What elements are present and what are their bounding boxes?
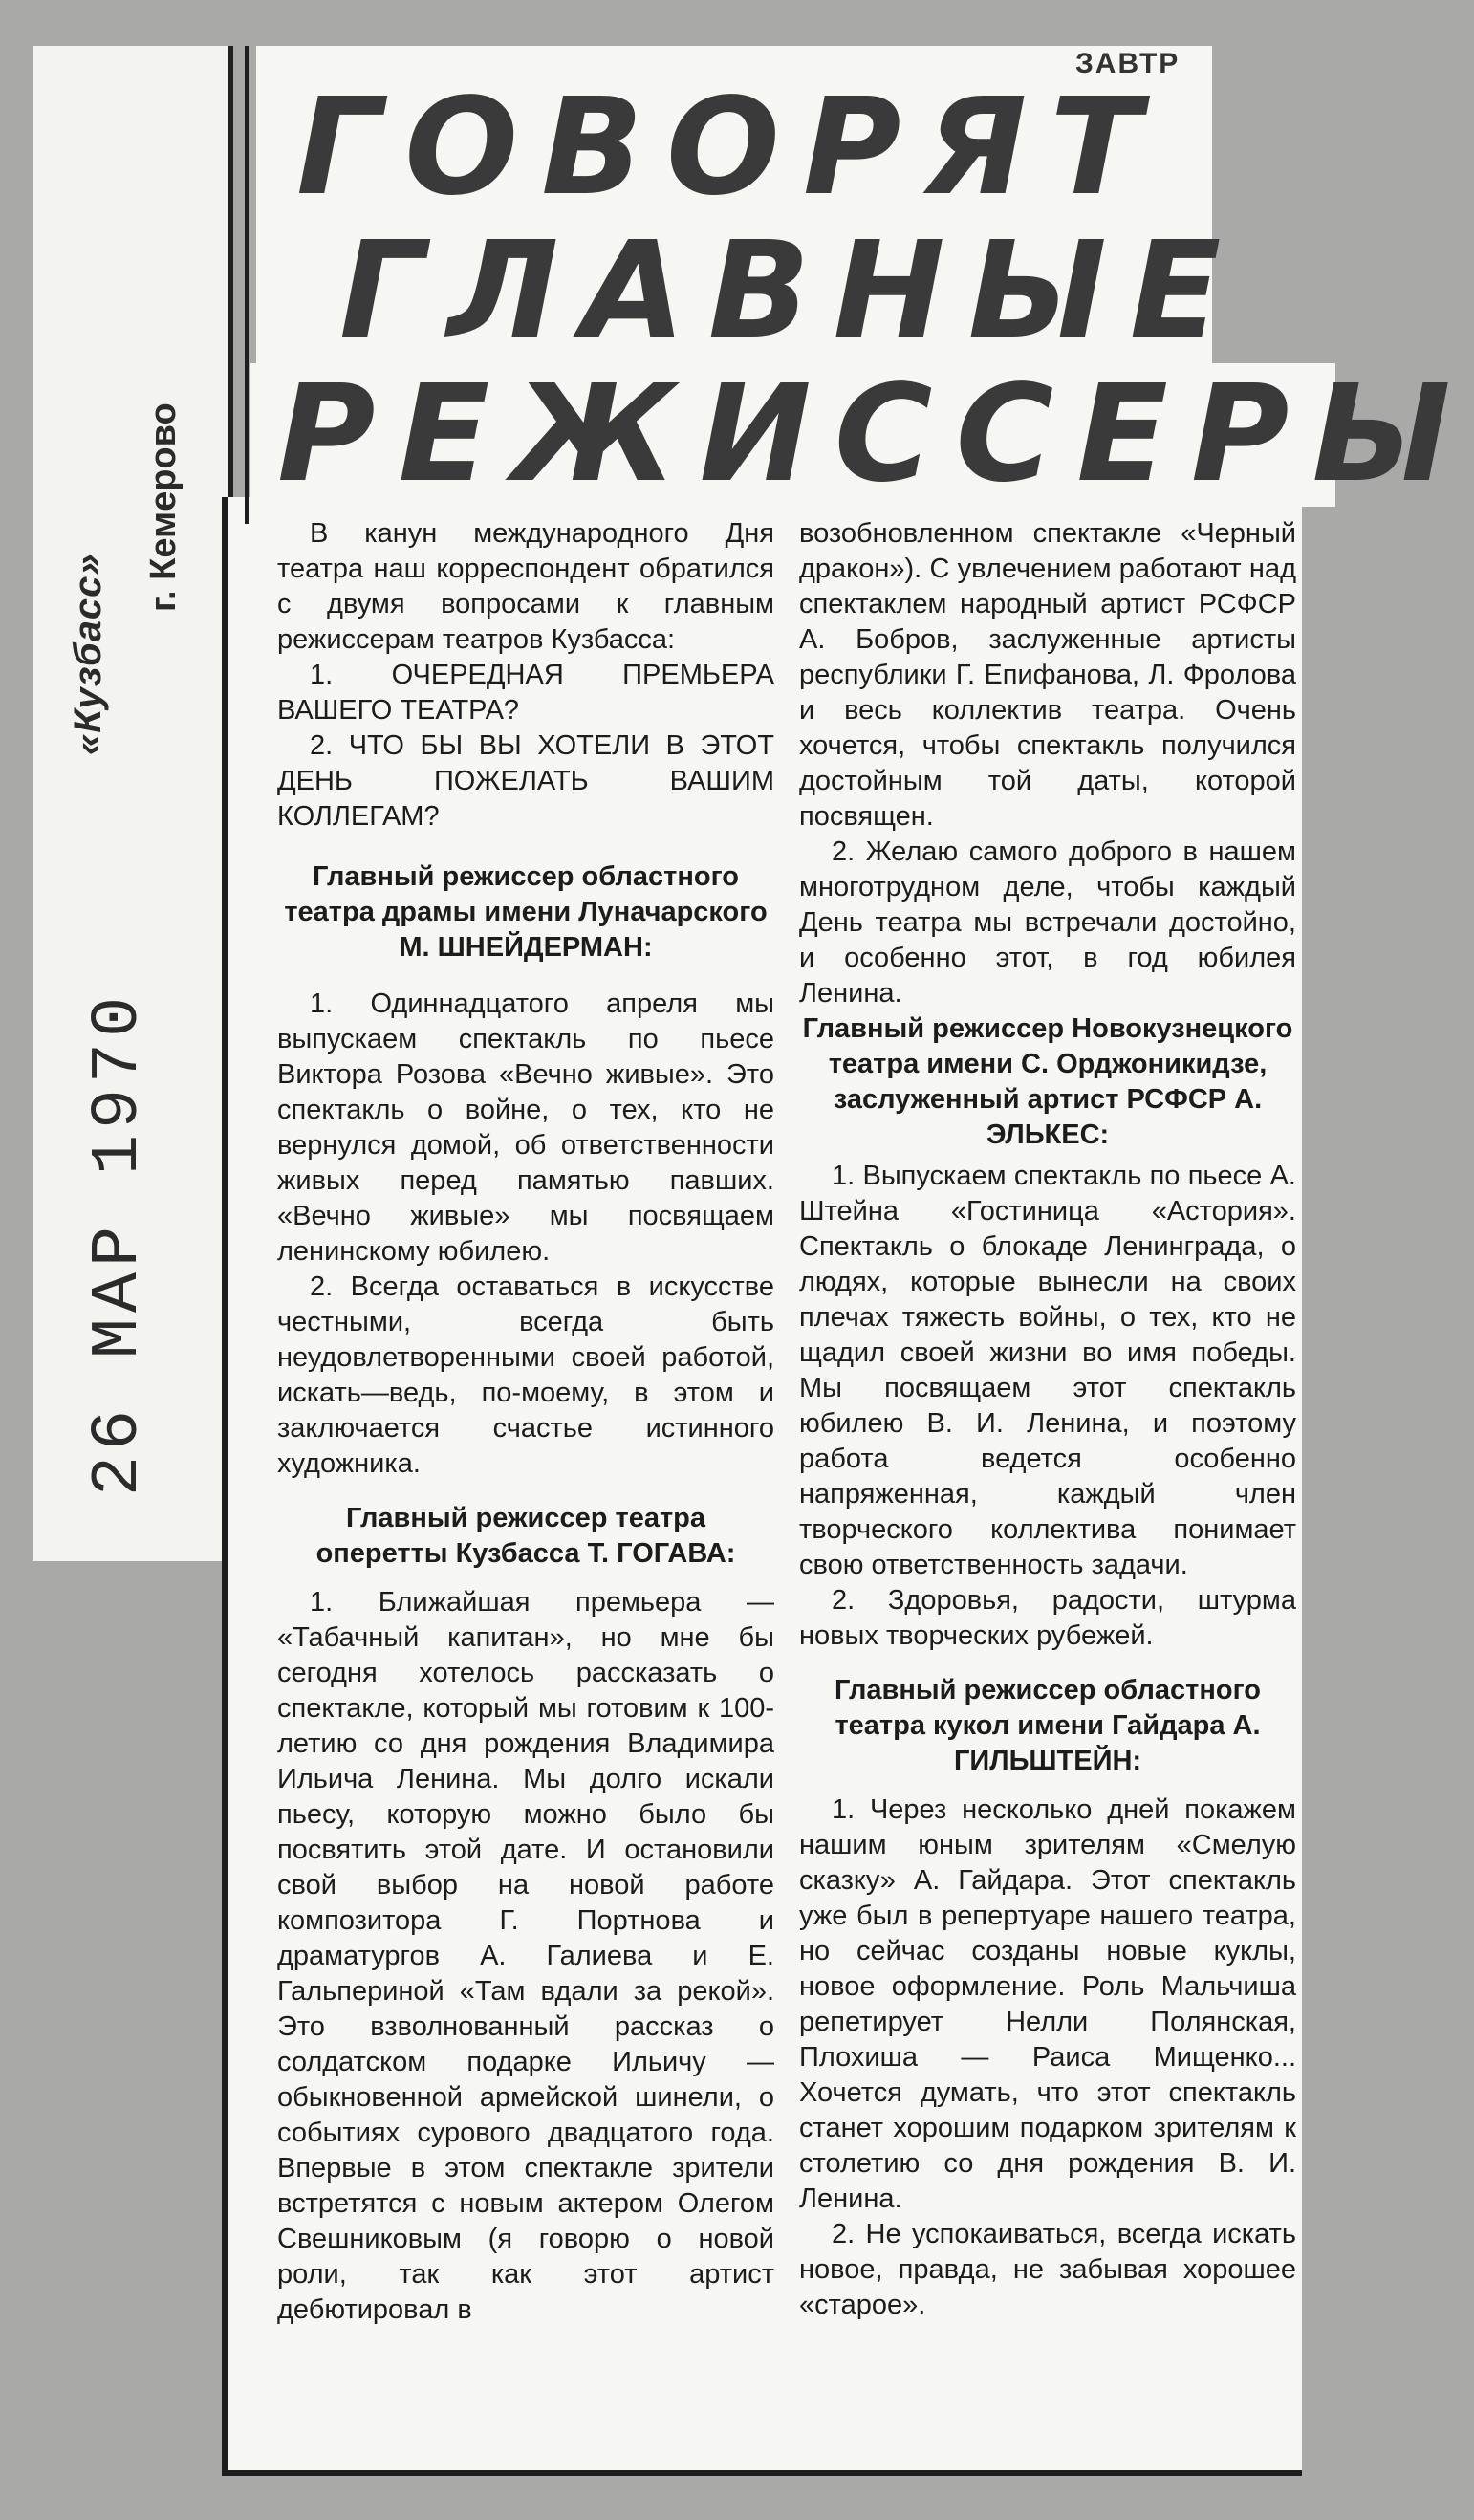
section-heading-drama: Главный режиссер областного театра драмы имени Луначарского М. ШНЕЙДЕРМАН: [284, 861, 768, 963]
question-1: 1. ОЧЕРЕДНАЯ ПРЕМЬЕРА ВАШЕГО ТЕАТРА? [277, 660, 774, 726]
answer-novokuznetsk-1: 1. Выпускаем спектакль по пьесе А. Штейна «Гостиница «Астория». Спектакль о блокаде Ленинграда, о людях, которые вынесли на своих плечах тяжесть войны, о тех, кто не щадил своей жизни во имя победы. Мы посвящаем этот спектакль юбилею В. И. Ленина, и поэтому работа ведется особенно напряженная, каждый член творческого коллектива понимает свою ответственность задачи. [799, 1161, 1296, 1580]
headline [277, 70, 1474, 512]
clipping-edge-line [245, 46, 249, 524]
publication-stamp: «Кузбасс» [67, 553, 109, 755]
answer-novokuznetsk-2: 2. Здоровья, радости, штурма новых творческих рубежей. [799, 1585, 1296, 1651]
answer-puppets-2: 2. Не успокаиваться, всегда искать новое, правда, не забывая хорошее «старое». [799, 2219, 1296, 2320]
answer-drama-1: 1. Одиннадцатого апреля мы выпускаем спектакль по пьесе Виктора Розова «Вечно живые». Это спектакль о войне, о тех, кто не вернулся домой, об ответственности живых перед памятью павших. «Вечно живые» мы посвящаем ленинскому юбилею. [277, 988, 774, 1267]
article-column-right [799, 516, 1296, 2323]
article-column-left [277, 516, 774, 2328]
headline-line-3: РЕЖИССЕРЫ [277, 357, 1474, 512]
masthead-fragment: ЗАВТР [1075, 48, 1181, 79]
answer-puppets-1: 1. Через несколько дней покажем нашим юным зрителям «Смелую сказку» А. Гайдара. Этот спектакль уже был в репертуаре нашего театра, но сейчас созданы новые куклы, новое оформление. Роль Мальчиша репетирует Нелли Полянская, Плохиша — Раиса Мищенко... Хочется думать, что этот спектакль станет хорошим подарком зрителям к столетию со дня рождения В. И. Ленина. [799, 1794, 1296, 2214]
headline-line-2: ГЛАВНЫЕ [339, 213, 1245, 369]
intro-paragraph: В канун международного Дня театра наш корреспондент обратился с двумя вопросами к главным режиссерам театров Кузбасса: [277, 518, 774, 655]
date-stamp: 26 МАР 1970 [81, 990, 157, 1496]
answer-operetta-1: 1. Ближайшая премьера — «Табачный капитан», но мне бы сегодня хотелось рассказать о спектакле, который мы готовим к 100-летию со дня рождения Владимира Ильича Ленина. Мы долго искали пьесу, которую можно было бы посвятить этой дате. И остановили свой выбор на новой работе композитора Г. Портнова и драматургов А. Галиева и Е. Гальпериной «Там вдали за рекой». Это взволнованный рассказ о солдатском подарке Ильичу — обыкновенной армейской шинели, о событиях сурового двадцатого года. Впервые в этом спектакле зрители встретятся с новым актером Олегом Свешниковым (я говорю о новой роли, так как этот артист дебютировал в [277, 1587, 774, 2325]
section-heading-operetta: Главный режиссер театра оперетты Кузбасса Т. ГОГАВА: [315, 1503, 736, 1569]
headline-line-1: ГОВОРЯТ [296, 70, 1164, 226]
answer-operetta-1-continued: возобновленном спектакле «Черный дракон»). С увлечением работают над спектаклем народный артист РСФСР А. Бобров, заслуженные артисты республики Г. Епифанова, Л. Фролова и весь коллектив театра. Очень хочется, чтобы спектакль получился достойным той даты, которой посвящен. [799, 518, 1296, 832]
answer-operetta-2: 2. Желаю самого доброго в нашем многотрудном деле, чтобы каждый День театра мы встречали достойно, и особенно этот, в год юбилея Ленина. [799, 836, 1296, 1009]
city-stamp: г. Кемерово [143, 402, 184, 612]
question-2: 2. ЧТО БЫ ВЫ ХОТЕЛИ В ЭТОТ ДЕНЬ ПОЖЕЛАТЬ ВАШИМ КОЛЛЕГАМ? [277, 730, 774, 832]
section-heading-puppets: Главный режиссер областного театра кукол имени Гайдара А. ГИЛЬШТЕЙН: [835, 1675, 1261, 1776]
section-heading-novokuznetsk: Главный режиссер Новокузнецкого театра имени С. Орджоникидзе, заслуженный артист РСФСР А. ЭЛЬКЕС: [802, 1013, 1293, 1150]
answer-drama-2: 2. Всегда оставаться в искусстве честными, всегда быть неудовлетворенными своей работой, искать—ведь, по-моему, в этом и заключается счастье истинного художника. [277, 1271, 774, 1479]
